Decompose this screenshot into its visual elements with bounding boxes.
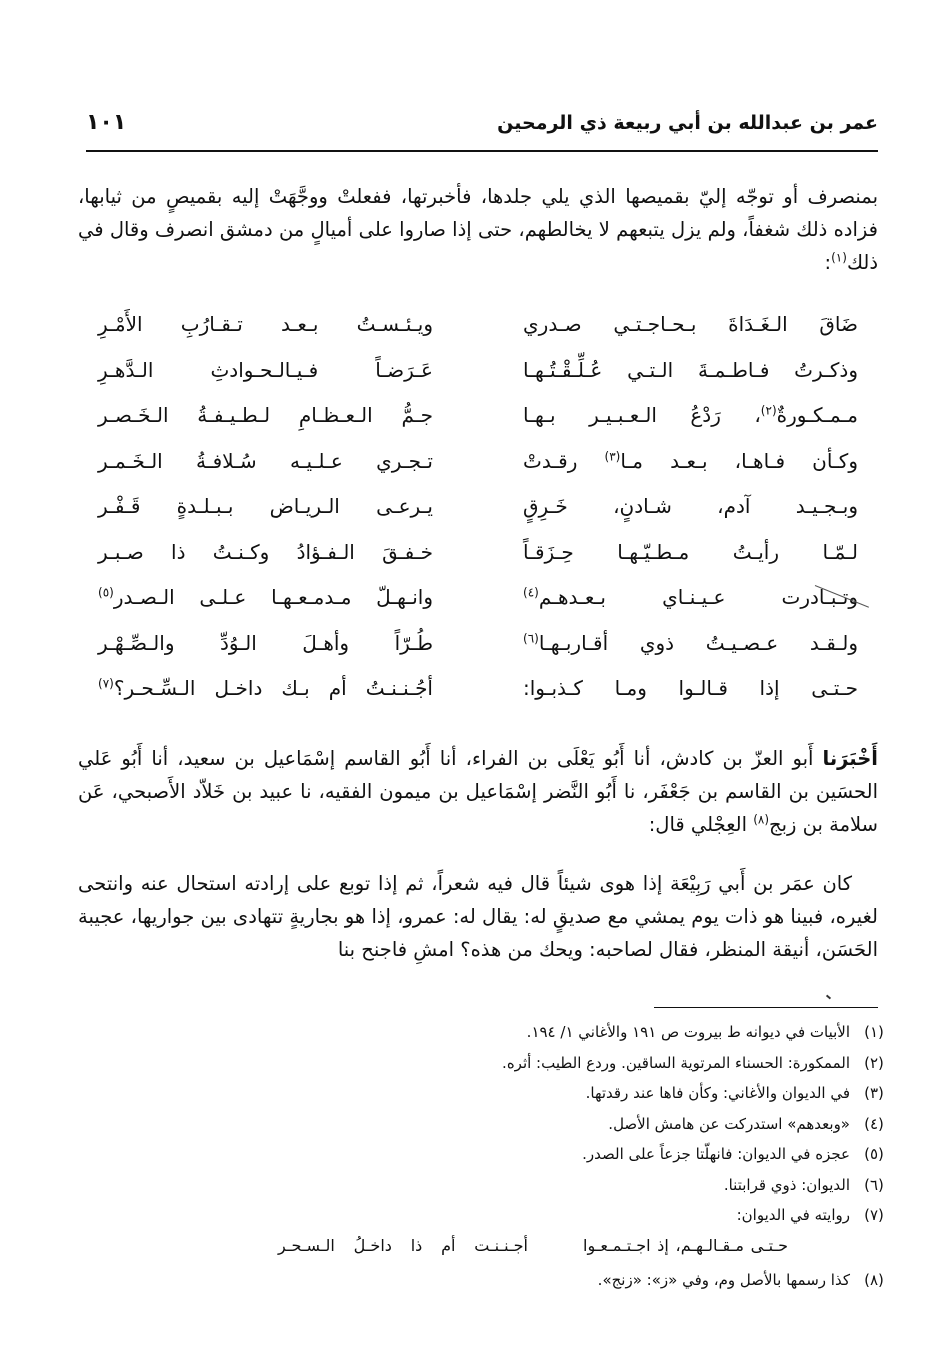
paragraph-3: [78, 867, 878, 966]
verse: [98, 312, 858, 358]
verse-second-hemistich: ويـئـسـتُ بـعـد تـقـارُبِ الأَمْـرِ: [98, 312, 433, 336]
running-header: [86, 108, 878, 148]
footnote-number: (٨): [864, 1270, 884, 1289]
footnote-text: «وبعدهم» استدركت عن هامش الأصل.: [608, 1114, 850, 1133]
footnote: [58, 1265, 898, 1296]
scan-speck: [826, 995, 831, 1000]
footnote-number: (٣): [864, 1084, 884, 1102]
akhbarana-lead: أَخْبَرَنا: [822, 747, 878, 770]
verse-second-hemistich: أجُـنـنـتُ أم بـك داخـل الـسِّـحـر؟$^{(٧)}$: [98, 676, 433, 700]
verse: [98, 494, 858, 540]
paragraph-1: [78, 180, 878, 279]
footnote-number: (٤): [864, 1114, 884, 1133]
paragraph-1-end: :: [824, 251, 832, 274]
footnote-text: روايته في الديوان:: [736, 1206, 850, 1224]
footnote: [58, 1139, 898, 1170]
verse-first-hemistich: وذكـرتُ فـاطـمـةَ الـتـي عُـلِّـقْـتُـهـا: [523, 357, 858, 382]
footnote-text: الديوان: ذوي قرابتنا.: [723, 1175, 850, 1194]
footnote-verse-first: حـتـى مـقـالـهـم، إذ اجـتـمـعـوا: [583, 1235, 788, 1255]
footnote-text: الممكورة: الحسناء المرتوية الساقين. وردع الطيب: أثره.: [502, 1053, 850, 1072]
footnote-ref-7: (٧): [98, 676, 114, 691]
verse-first-hemistich: مـمـكـورةٌ$^{(٢)}$، رَدْعُ الـعـبـيـر بـهـا: [523, 403, 858, 427]
footnote-rule: [654, 1007, 878, 1008]
verse-first-hemistich: وكـأن فـاهـا، بـعـد مـا$^{(٣)}$ رقـدتْ: [523, 448, 858, 473]
paragraph-2: [78, 742, 878, 841]
verse: [98, 358, 858, 404]
footnote-ref-5: (٥): [98, 585, 114, 600]
verse-second-hemistich: طُـرّاً وأهـلَ الـوُدِّ والـصِّـهْـر: [98, 630, 433, 655]
verse-first-hemistich: ولـقـد عـصـيـتُ ذوي أقـاربـهـا$^{(٦)}$: [523, 630, 858, 655]
verse: [98, 631, 858, 677]
footnote-text: في الديوان والأغاني: وكأن فاها عند رقدتها.: [585, 1084, 850, 1102]
header-rule: [86, 150, 878, 152]
footnote: [58, 1078, 898, 1109]
verse-first-hemistich: حـتـى إذا قـالـوا ومـا كـذبـوا:: [523, 676, 858, 700]
verse-first-hemistich: لـمّـا رأيـتُ مـطـيّـهـا حِـزَقـاً: [523, 539, 858, 564]
verse-second-hemistich: عَـرَضـاً فـيـالـحـوادثِ الـدَّهـرِ: [98, 357, 433, 382]
footnote: [58, 1200, 898, 1231]
footnote-verse-second: أجـنـنـت أم ذا داخـلُ الـسـحـر: [278, 1235, 528, 1255]
verse: [98, 449, 858, 495]
footnote: [58, 1170, 898, 1201]
running-title: عمر بن عبدالله بن أبي ربيعة ذي الرمحين: [497, 112, 878, 134]
verse-first-hemistich: وبـجـيـد آدم، شـادنٍ، خَـرِقٍ: [523, 494, 858, 518]
verse-second-hemistich: وانـهـلّ مـدمـعـهـا عـلـى الـصـدر$^{(٥)}$: [98, 585, 433, 609]
footnote-number: (٦): [864, 1175, 884, 1194]
footnote: [58, 1109, 898, 1140]
footnote-ref-4: (٤): [523, 585, 539, 600]
footnote-number: (١): [864, 1023, 884, 1041]
footnote-number: (٢): [864, 1053, 884, 1072]
footnote-ref-3: (٣): [604, 448, 621, 463]
footnote-ref-8: (٨): [753, 812, 770, 827]
verse-first-hemistich: وتـبـادرت عـيـنـاي بـعـدهـم$^{(٤)}$: [523, 585, 858, 609]
verse: [98, 403, 858, 449]
verse: [98, 540, 858, 586]
footnote-ref-1: (١): [831, 250, 847, 265]
verse: [98, 676, 858, 722]
footnote-text: كذا رسمها بالأصل وم، وفي «ز»: «زنج».: [597, 1270, 850, 1289]
footnotes: [58, 1017, 898, 1295]
poem: [98, 312, 858, 722]
footnote-verse: [58, 1231, 898, 1265]
footnote-text: عجزه في الديوان: فانهلّتا جزعاً على الصدر.: [582, 1145, 850, 1163]
verse-second-hemistich: جـمُّ الـعـظـامِ لـطـيـفـةُ الـخَـصـر: [98, 403, 433, 427]
footnote-ref-6: (٦): [523, 630, 539, 645]
footnote-text: الأبيات في ديوانه ط بيروت ص ١٩١ والأغاني ١/ ١٩٤.: [526, 1023, 850, 1041]
paragraph-1-text: بمنصرف أو توجّه إليّ بقميصها الذي يلي جلدها، فأخبرتها، ففعلتْ ووجَّهَتْ إليه بقميصٍ من ثيابها، فزاده ذلك شغفاً، ولم يزل يتبعهم لا يخالطهم، حتى إذا صاروا على أميالٍ من دمشق انصرف وقال في ذلك: [78, 185, 878, 274]
verse-second-hemistich: خـفـقَ الـفـؤادُ وكـنـتُ ذا صـبـر: [98, 539, 433, 564]
footnote-number: (٥): [864, 1145, 884, 1163]
paragraph-3-text: كان عمَر بن أَبي رَبِيْعَة إذا هوى شيئاً قال فيه شعراً، ثم إذا توبع على إرادته استحال عنه وانتحى لغيره، فبينا هو ذات يوم يمشي مع صديقٍ له: يقال له: عمرو، إذا هو بجاريةٍ تتهادى بين جواريها، عجيبة الحَسَن، أنيقة المنظر، فقال لصاحبه: ويحك من هذه؟ امشِ فاجنح بنا: [78, 872, 878, 961]
footnote: [58, 1048, 898, 1079]
verse: [98, 585, 858, 631]
page-number: ١٠١: [86, 110, 127, 135]
isnad-end: العِجْلي قال:: [648, 813, 754, 836]
verse-first-hemistich: ضَاقَ الـغَـدَاةَ بـحـاجـتـي صـدري: [523, 312, 858, 336]
verse-second-hemistich: يـرعـى الـريـاض بـبـلـدةٍ قَـفْـر: [98, 494, 433, 518]
isnad-text: أَبو العزّ بن كادش، أنا أَبُو يَعْلَى بن الفراء، أنا أَبُو القاسم إسْمَاعيل بن سعيد، أنا أَبُو عَلي الحسَين بن القاسم بن جَعْفَر، نا أَبُو النَّضر إسْمَاعيل بن ميمون الفقيه، نا عبيد بن خَلاّد الأَصبحي، عَن سلامة بن زبج: [78, 747, 878, 836]
verse-second-hemistich: تـجـري عـلـيـه سُـلافـةُ الـخَـمـر: [98, 448, 433, 473]
footnote-ref-2: (٢): [760, 403, 777, 418]
footnote: [58, 1017, 898, 1048]
footnote-number: (٧): [864, 1206, 884, 1224]
